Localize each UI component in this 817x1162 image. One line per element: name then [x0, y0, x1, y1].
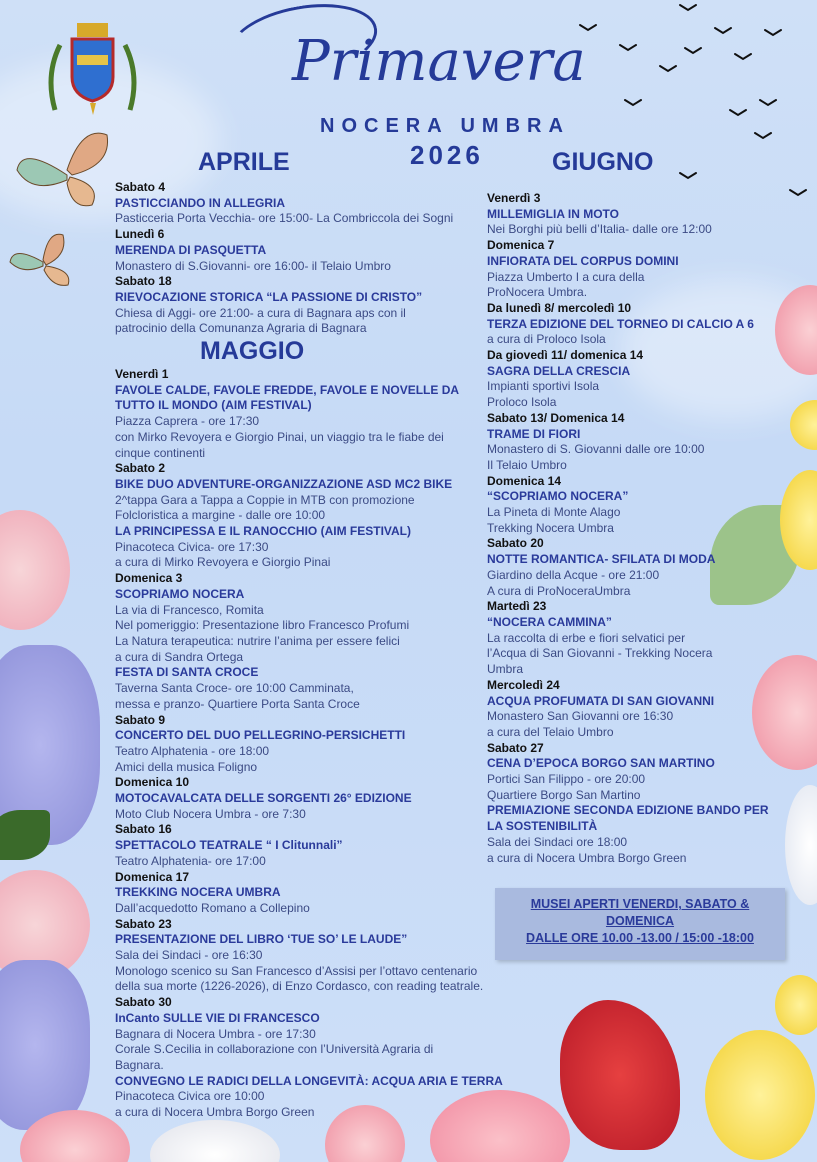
- event-detail: ProNocera Umbra.: [487, 285, 588, 300]
- event-date: Sabato 20: [487, 536, 544, 551]
- event-item: [115, 822, 495, 869]
- event-title: FAVOLE CALDE, FAVOLE FREDDE, FAVOLE E NOVELLE DA: [115, 382, 460, 397]
- april-may-schedule: [115, 180, 503, 1121]
- bird-icon: [580, 25, 596, 30]
- event-item: [115, 775, 495, 822]
- event-title: LA PRINCIPESSA E IL RANOCCHIO (AIM FESTIVAL): [115, 524, 412, 539]
- event-item: [115, 713, 495, 776]
- event-detail: Teatro Alphatenia - ore 18:00: [115, 743, 270, 758]
- museums-line: DOMENICA: [605, 914, 675, 928]
- bird-icon: [620, 45, 636, 50]
- event-title: PREMIAZIONE SECONDA EDIZIONE BANDO PER: [487, 803, 769, 818]
- event-item: [487, 348, 787, 411]
- event-item: [115, 1073, 503, 1121]
- event-detail: Moto Club Nocera Umbra - ore 7:30: [115, 806, 306, 821]
- event-item: [487, 678, 787, 741]
- yellow-rose-flower: [775, 975, 817, 1035]
- event-title: INFIORATA DEL CORPUS DOMINI: [487, 253, 679, 268]
- event-date: Domenica 3: [115, 571, 183, 586]
- event-detail: a cura di Proloco Isola: [487, 332, 606, 347]
- event-title: CONVEGNO LE RADICI DELLA LONGEVITÀ: ACQUA ARIA E TERRA: [115, 1073, 503, 1088]
- event-detail: Bagnara di Nocera Umbra - ore 17:30: [115, 1026, 316, 1041]
- event-title: FESTA DI SANTA CROCE: [115, 665, 259, 680]
- month-heading-april: APRILE: [198, 148, 290, 176]
- event-title: PASTICCIANDO IN ALLEGRIA: [115, 195, 285, 210]
- event-detail: Proloco Isola: [487, 395, 557, 410]
- event-detail: Pasticceria Porta Vecchia- ore 15:00- La Combriccola dei Sogni: [115, 211, 454, 226]
- event-title: MILLEMIGLIA IN MOTO: [487, 206, 619, 221]
- butterfly-icon: [12, 125, 117, 215]
- event-detail: a cura di Mirko Revoyera e Giorgio Pinai: [115, 555, 331, 570]
- event-date: Da lunedì 8/ mercoledì 10: [487, 300, 632, 315]
- event-title: SPETTACOLO TEATRALE “ I Clitunnali”: [115, 838, 343, 853]
- event-detail: a cura del Telaio Umbro: [487, 724, 614, 739]
- event-date: Venerdì 3: [487, 191, 541, 205]
- event-item: [487, 191, 787, 238]
- event-date: Lunedì 6: [115, 227, 165, 242]
- event-item: [115, 995, 495, 1074]
- event-item: [487, 599, 787, 678]
- event-detail: Impianti sportivi Isola: [487, 379, 600, 394]
- month-heading-may-label: MAGGIO: [200, 337, 305, 366]
- event-item: [115, 524, 495, 571]
- month-heading-june: GIUGNO: [552, 148, 654, 176]
- event-item: [487, 803, 787, 866]
- white-flower: [785, 785, 817, 905]
- event-title: SCOPRIAMO NOCERA: [115, 586, 245, 601]
- event-detail: La raccolta di erbe e fiori selvatici per: [487, 630, 686, 645]
- event-item: [115, 665, 495, 712]
- bird-icon: [760, 100, 776, 105]
- event-detail: Nei Borghi più belli d’Italia- dalle ore 12:00: [487, 222, 712, 237]
- event-title: BIKE DUO ADVENTURE-ORGANIZZAZIONE ASD MC2 BIKE: [115, 476, 453, 491]
- event-item: [487, 536, 787, 599]
- event-detail: Monastero di S.Giovanni- ore 16:00- il Telaio Umbro: [115, 258, 391, 273]
- event-date: Sabato 23: [115, 916, 172, 931]
- event-detail: Folcloristica a margine - dalle ore 10:00: [115, 508, 326, 523]
- event-detail: Monologo scenico su San Francesco d’Assisi per l’ottavo centenario: [115, 963, 478, 978]
- event-detail: Corale S.Cecilia in collaborazione con l’Università Agraria di: [115, 1042, 434, 1057]
- event-date: Sabato 4: [115, 180, 166, 194]
- event-title: InCanto SULLE VIE DI FRANCESCO: [115, 1010, 320, 1025]
- bird-icon: [660, 66, 676, 71]
- event-title: LA SOSTENIBILITÀ: [487, 819, 598, 834]
- event-item: [487, 238, 787, 301]
- event-title: MOTOCAVALCATA DELLE SORGENTI 26° EDIZIONE: [115, 791, 412, 806]
- event-title: SAGRA DELLA CRESCIA: [487, 363, 631, 378]
- event-detail: Umbra: [487, 662, 524, 677]
- event-title: PRESENTAZIONE DEL LIBRO ‘TUE SO’ LE LAUDE”: [115, 932, 408, 947]
- event-date: Sabato 9: [115, 712, 166, 727]
- event-date: Domenica 17: [115, 869, 190, 884]
- event-detail: messa e pranzo- Quartiere Porta Santa Croce: [115, 696, 360, 711]
- event-title: CONCERTO DEL DUO PELLEGRINO-PERSICHETTI: [115, 728, 406, 743]
- event-date: Mercoledì 24: [487, 677, 560, 692]
- event-title: TERZA EDIZIONE DEL TORNEO DI CALCIO A 6: [487, 316, 754, 331]
- event-detail: Bagnara.: [115, 1057, 164, 1072]
- event-title: “SCOPRIAMO NOCERA”: [487, 489, 629, 504]
- bird-icon: [715, 28, 731, 33]
- june-schedule: [487, 191, 787, 866]
- event-item: [487, 474, 787, 537]
- event-detail: 2^tappa Gara a Tappa a Coppie in MTB con promozione: [115, 492, 415, 507]
- museums-line: MUSEI APERTI VENERDI, SABATO &: [530, 897, 750, 911]
- event-detail: Trekking Nocera Umbra: [487, 520, 614, 535]
- event-item: [115, 274, 495, 337]
- event-detail: cinque continenti: [115, 445, 206, 460]
- event-detail: Dall’acquedotto Romano a Collepino: [115, 900, 310, 915]
- event-detail: Sala dei Sindaci ore 18:00: [487, 834, 628, 849]
- event-detail: Monastero San Giovanni ore 16:30: [487, 709, 674, 724]
- event-detail: con Mirko Revoyera e Giorgio Pinai, un viaggio tra le fiabe dei: [115, 429, 444, 444]
- month-heading-may: [115, 337, 495, 367]
- event-detail: Piazza Caprera - ore 17:30: [115, 414, 260, 429]
- bird-icon: [735, 54, 751, 59]
- event-title: TRAME DI FIORI: [487, 426, 581, 441]
- white-flower: [150, 1120, 280, 1162]
- bird-icon: [730, 110, 746, 115]
- event-date: Sabato 18: [115, 274, 172, 289]
- event-detail: Teatro Alphatenia- ore 17:00: [115, 853, 266, 868]
- event-date: Venerdì 1: [115, 367, 169, 382]
- event-detail: La Natura terapeutica: nutrire l’anima per essere felici: [115, 633, 400, 648]
- bird-icon: [765, 30, 781, 35]
- hydrangea-flower: [0, 960, 90, 1130]
- event-detail: Quartiere Borgo San Martino: [487, 787, 641, 802]
- event-item: [115, 367, 495, 461]
- event-detail: l’Acqua di San Giovanni - Trekking Nocera: [487, 646, 713, 661]
- bird-icon: [680, 5, 696, 10]
- event-item: [115, 180, 495, 227]
- bird-icon: [755, 133, 771, 138]
- event-date: Sabato 13/ Domenica 14: [487, 410, 625, 425]
- birds-decoration: [0, 0, 817, 200]
- bird-icon: [680, 173, 696, 178]
- event-title: CENA D’EPOCA BORGO SAN MARTINO: [487, 756, 715, 771]
- event-detail: Pinacoteca Civica ore 10:00: [115, 1089, 265, 1104]
- event-title: RIEVOCAZIONE STORICA “LA PASSIONE DI CRISTO”: [115, 289, 423, 304]
- butterfly-icon: [8, 230, 78, 290]
- event-title: TUTTO IL MONDO (AIM FESTIVAL): [115, 398, 312, 413]
- event-detail: La Pineta di Monte Alago: [487, 505, 621, 520]
- leaf: [0, 810, 50, 860]
- event-detail: A cura di ProNoceraUmbra: [487, 583, 631, 598]
- poster-subtitle: NOCERA UMBRA: [320, 115, 570, 137]
- event-detail: a cura di Nocera Umbra Borgo Green: [487, 850, 687, 865]
- event-item: [487, 411, 787, 474]
- event-title: NOTTE ROMANTICA- SFILATA DI MODA: [487, 552, 716, 567]
- event-detail: Amici della musica Foligno: [115, 759, 258, 774]
- event-date: Da giovedì 11/ domenica 14: [487, 348, 644, 363]
- event-detail: Nel pomeriggio: Presentazione libro Francesco Profumi: [115, 618, 410, 633]
- event-date: Sabato 30: [115, 995, 172, 1010]
- yellow-rose-flower: [790, 400, 817, 450]
- bird-icon: [625, 100, 641, 105]
- event-item: [115, 461, 495, 524]
- event-detail: della sua morte (1226-2026), di Enzo Cordasco, con reading teatrale.: [115, 979, 484, 994]
- event-detail: a cura di Sandra Ortega: [115, 649, 244, 664]
- yellow-rose-flower: [705, 1030, 815, 1160]
- event-title: ACQUA PROFUMATA DI SAN GIOVANNI: [487, 693, 715, 708]
- event-item: [115, 917, 495, 996]
- event-detail: La via di Francesco, Romita: [115, 602, 264, 617]
- museums-opening-banner: [495, 888, 785, 960]
- bird-icon: [790, 190, 806, 195]
- event-detail: Sala dei Sindaci - ore 16:30: [115, 948, 263, 963]
- poster-title: Primavera: [292, 29, 586, 94]
- event-date: Domenica 14: [487, 473, 562, 488]
- event-detail: Pinacoteca Civica- ore 17:30: [115, 539, 269, 554]
- event-date: Domenica 10: [115, 775, 190, 790]
- event-date: Sabato 27: [487, 740, 544, 755]
- event-detail: Taverna Santa Croce- ore 10:00 Camminata,: [115, 681, 354, 696]
- event-title: MERENDA DI PASQUETTA: [115, 242, 267, 257]
- event-title: TREKKING NOCERA UMBRA: [115, 885, 281, 900]
- event-detail: a cura di Nocera Umbra Borgo Green: [115, 1105, 315, 1120]
- event-detail: Giardino della Acque - ore 21:00: [487, 567, 660, 582]
- event-date: Domenica 7: [487, 238, 555, 253]
- event-detail: Il Telaio Umbro: [487, 457, 567, 472]
- event-item: [487, 741, 787, 804]
- poster-year: 2026: [410, 140, 484, 170]
- red-lily-flower: [560, 1000, 680, 1150]
- event-detail: Chiesa di Aggi- ore 21:00- a cura di Bagnara aps con il: [115, 305, 406, 320]
- pink-lily-flower: [0, 510, 70, 630]
- event-title: “NOCERA CAMMINA”: [487, 614, 612, 629]
- bird-icon: [685, 48, 701, 53]
- event-date: Sabato 2: [115, 461, 166, 476]
- event-detail: Portici San Filippo - ore 20:00: [487, 772, 646, 787]
- event-detail: Piazza Umberto I a cura della: [487, 269, 645, 284]
- event-item: [487, 301, 787, 348]
- museums-hours: DALLE ORE 10.00 -13.00 / 15:00 -18:00: [526, 931, 754, 945]
- event-date: Martedì 23: [487, 599, 547, 614]
- event-item: [115, 227, 495, 274]
- event-date: Sabato 16: [115, 822, 172, 837]
- event-detail: Monastero di S. Giovanni dalle ore 10:00: [487, 442, 705, 457]
- event-item: [115, 571, 495, 665]
- event-item: [115, 870, 495, 917]
- event-detail: patrocinio della Comunanza Agraria di Bagnara: [115, 321, 367, 336]
